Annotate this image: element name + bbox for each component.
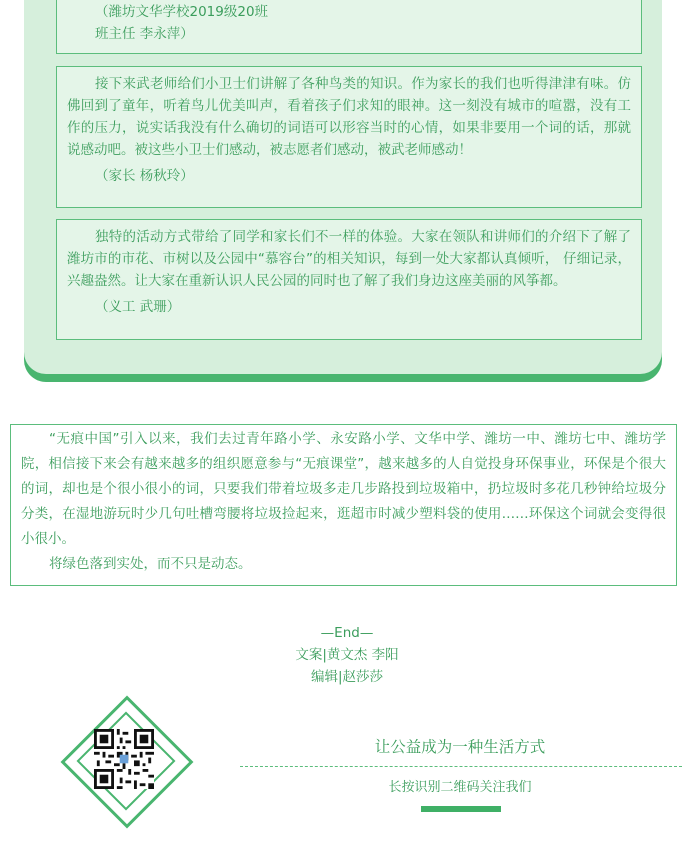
slogan: 让公益成为一种生活方式 bbox=[374, 738, 546, 756]
accent-bar bbox=[421, 806, 501, 812]
quote-box-parent bbox=[56, 66, 642, 208]
divider bbox=[240, 766, 682, 767]
summary-box bbox=[10, 424, 677, 586]
quote-box-teacher bbox=[56, 0, 642, 54]
qr-code-frame[interactable] bbox=[68, 703, 180, 833]
summary-paragraph: 将绿色落到实处，而不只是动态。 bbox=[49, 556, 252, 572]
quote-signature: （义工 武珊） bbox=[95, 299, 181, 315]
quote-signature: 班主任 李永萍） bbox=[95, 26, 194, 42]
qr-code-icon[interactable] bbox=[94, 729, 154, 789]
quote-box-volunteer bbox=[56, 219, 642, 340]
quote-text: 接下来武老师给们小卫士们讲解了各种鸟类的知识。作为家长的我们也听得津津有味。仿佛回到了童年，听着鸟儿优美叫声，看着孩子们求知的眼神。这一刻没有城市的喧嚣，没有工作的压力，说实话我没有什么确切的词语可以形容当时的心情，如果非要用一个词的话，那就说感动吧。被这些小卫士们感动，被志愿者们感动，被武老师感动！ bbox=[67, 76, 631, 158]
copywriting-credit: 文案|黄文杰 李阳 bbox=[295, 647, 399, 663]
quote-signature: （家长 杨秋玲） bbox=[95, 168, 194, 184]
editor-credit: 编辑|赵莎莎 bbox=[310, 669, 384, 685]
summary-paragraph: “无痕中国”引入以来，我们去过青年路小学、永安路小学、文华中学、潍坊一中、潍坊七中、潍坊学院，相信接下来会有越来越多的组织愿意参与“无痕课堂”，越来越多的人自觉投身环保事业，环保是个很大的词，却也是个很小很小的词，只要我们带着垃圾多走几步路投到垃圾箱中，扔垃圾时多花几秒钟给垃圾分分类，在湿地游玩时少几句吐槽弯腰将垃圾捡起来，逛超市时减少塑料袋的使用……环保这个词就会变得很小很小。 bbox=[21, 431, 666, 547]
quote-signature: （潍坊文华学校2019级20班 bbox=[95, 4, 269, 20]
end-marker: —End— bbox=[320, 625, 374, 641]
credits bbox=[0, 622, 694, 688]
qr-hint: 长按识别二维码关注我们 bbox=[388, 780, 532, 795]
quote-text: 独特的活动方式带给了同学和家长们不一样的体验。大家在领队和讲师们的介绍下了解了潍坊市的市花、市树以及公园中“慕容台”的相关知识，每到一处大家都认真倾听， 仔细记录，兴趣盎然。让大家在重新认识人民公园的同时也了解了我们身边这座美丽的风筝都。 bbox=[67, 229, 631, 289]
